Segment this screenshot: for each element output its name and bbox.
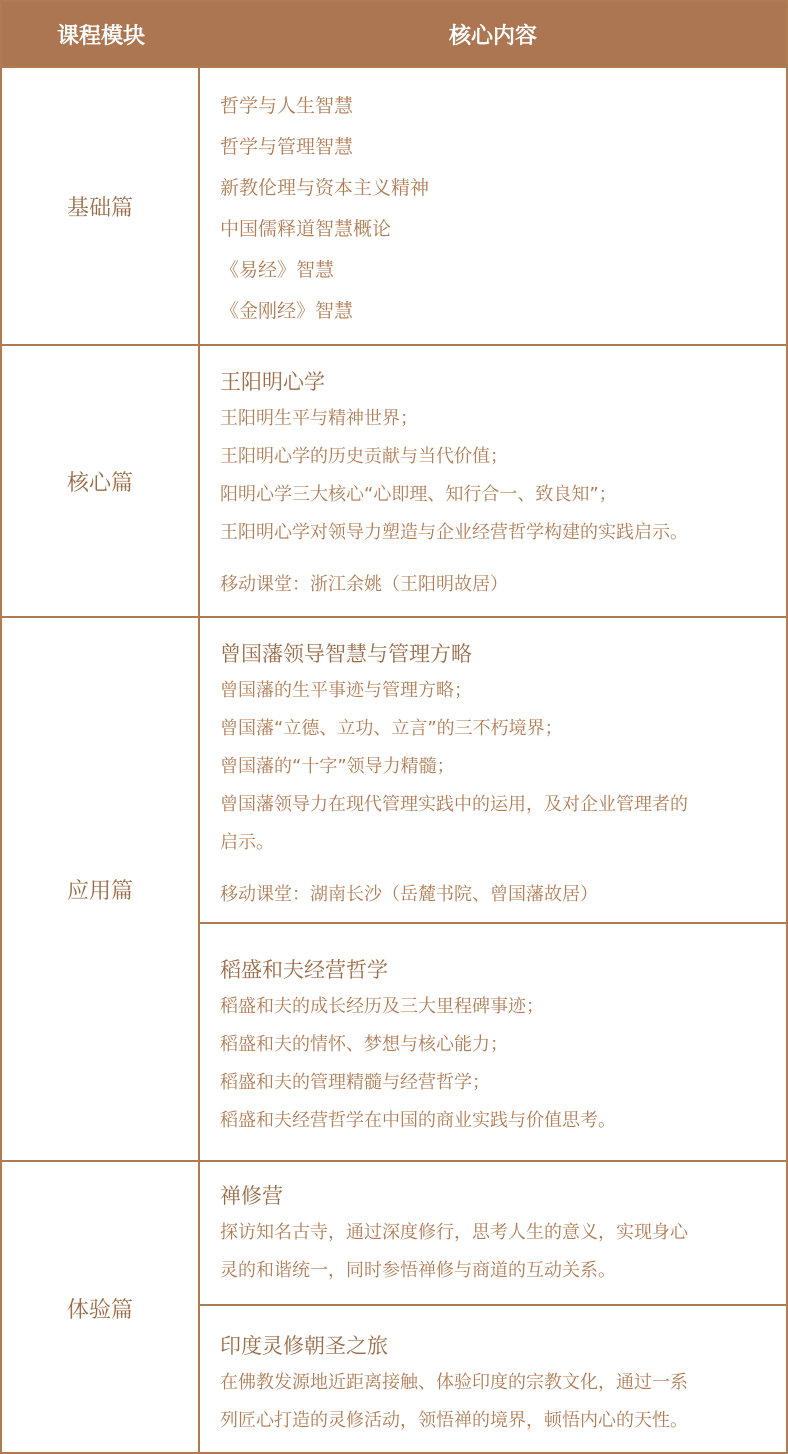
- section-experience: [2, 1160, 786, 1454]
- content-block: [200, 1304, 786, 1454]
- content-line: 曾国藩领导力在现代管理实践中的运用，及对企业管理者的: [220, 794, 688, 815]
- section-content: [200, 1162, 786, 1454]
- list-item: 《易经》智慧: [220, 259, 335, 281]
- content-block: [200, 618, 786, 922]
- section-label: 应用篇: [2, 618, 200, 1160]
- content-line: 稻盛和夫的成长经历及三大里程碑事迹；: [220, 996, 544, 1017]
- content-line: 阳明心学三大核心“心即理、知行合一、致良知”；: [220, 484, 617, 505]
- content-line: 曾国藩的生平事迹与管理方略；: [220, 680, 472, 701]
- header-course-module: 课程模块: [56, 23, 145, 49]
- content-line: 曾国藩的“十字”领导力精髓；: [220, 756, 455, 777]
- section-application: [2, 616, 786, 1160]
- content-block: [200, 68, 786, 332]
- content-block: [200, 346, 786, 604]
- section-content: [200, 68, 786, 344]
- section-content: [200, 618, 786, 1160]
- list-item: 新教伦理与资本主义精神: [220, 177, 430, 199]
- header-core-content: 核心内容: [448, 23, 537, 49]
- content-line: 稻盛和夫经营哲学在中国的商业实践与价值思考。: [220, 1110, 616, 1131]
- block-title: 王阳明心学: [220, 370, 325, 394]
- section-label: 基础篇: [2, 68, 200, 344]
- section-basic: [2, 66, 786, 344]
- content-line: 启示。: [220, 832, 274, 853]
- block-title: 稻盛和夫经营哲学: [220, 958, 388, 982]
- mobile-classroom: 移动课堂：浙江余姚（王阳明故居）: [220, 574, 508, 595]
- section-label: 核心篇: [2, 346, 200, 616]
- section-label: 体验篇: [2, 1162, 200, 1454]
- list-item: 中国儒释道智慧概论: [220, 218, 392, 240]
- list-item: 哲学与人生智慧: [220, 95, 354, 117]
- section-content: [200, 346, 786, 616]
- content-line: 稻盛和夫的管理精髓与经营哲学；: [220, 1072, 490, 1093]
- content-line: 列匠心打造的灵修活动，领悟禅的境界，顿悟内心的天性。: [220, 1410, 688, 1431]
- block-title: 印度灵修朝圣之旅: [220, 1334, 388, 1358]
- content-block: [200, 922, 786, 1160]
- section-core: [2, 344, 786, 616]
- list-item: 哲学与管理智慧: [220, 136, 354, 158]
- block-title: 禅修营: [220, 1184, 283, 1208]
- block-title: 曾国藩领导智慧与管理方略: [220, 642, 472, 666]
- content-line: 曾国藩“立德、立功、立言”的三不朽境界；: [220, 718, 563, 739]
- content-line: 探访知名古寺，通过深度修行，思考人生的意义，实现身心: [220, 1222, 688, 1243]
- list-item: 《金刚经》智慧: [220, 300, 354, 322]
- table-header: [2, 2, 786, 66]
- content-line: 王阳明心学的历史贡献与当代价值；: [220, 446, 508, 467]
- content-line: 王阳明生平与精神世界；: [220, 408, 418, 429]
- content-line: 王阳明心学对领导力塑造与企业经营哲学构建的实践启示。: [220, 522, 688, 543]
- content-line: 灵的和谐统一，同时参悟禅修与商道的互动关系。: [220, 1260, 616, 1281]
- content-line: 稻盛和夫的情怀、梦想与核心能力；: [220, 1034, 508, 1055]
- content-block: [200, 1162, 786, 1304]
- content-line: 在佛教发源地近距离接触、体验印度的宗教文化，通过一系: [220, 1372, 688, 1393]
- mobile-classroom: 移动课堂：湖南长沙（岳麓书院、曾国藩故居）: [220, 884, 598, 905]
